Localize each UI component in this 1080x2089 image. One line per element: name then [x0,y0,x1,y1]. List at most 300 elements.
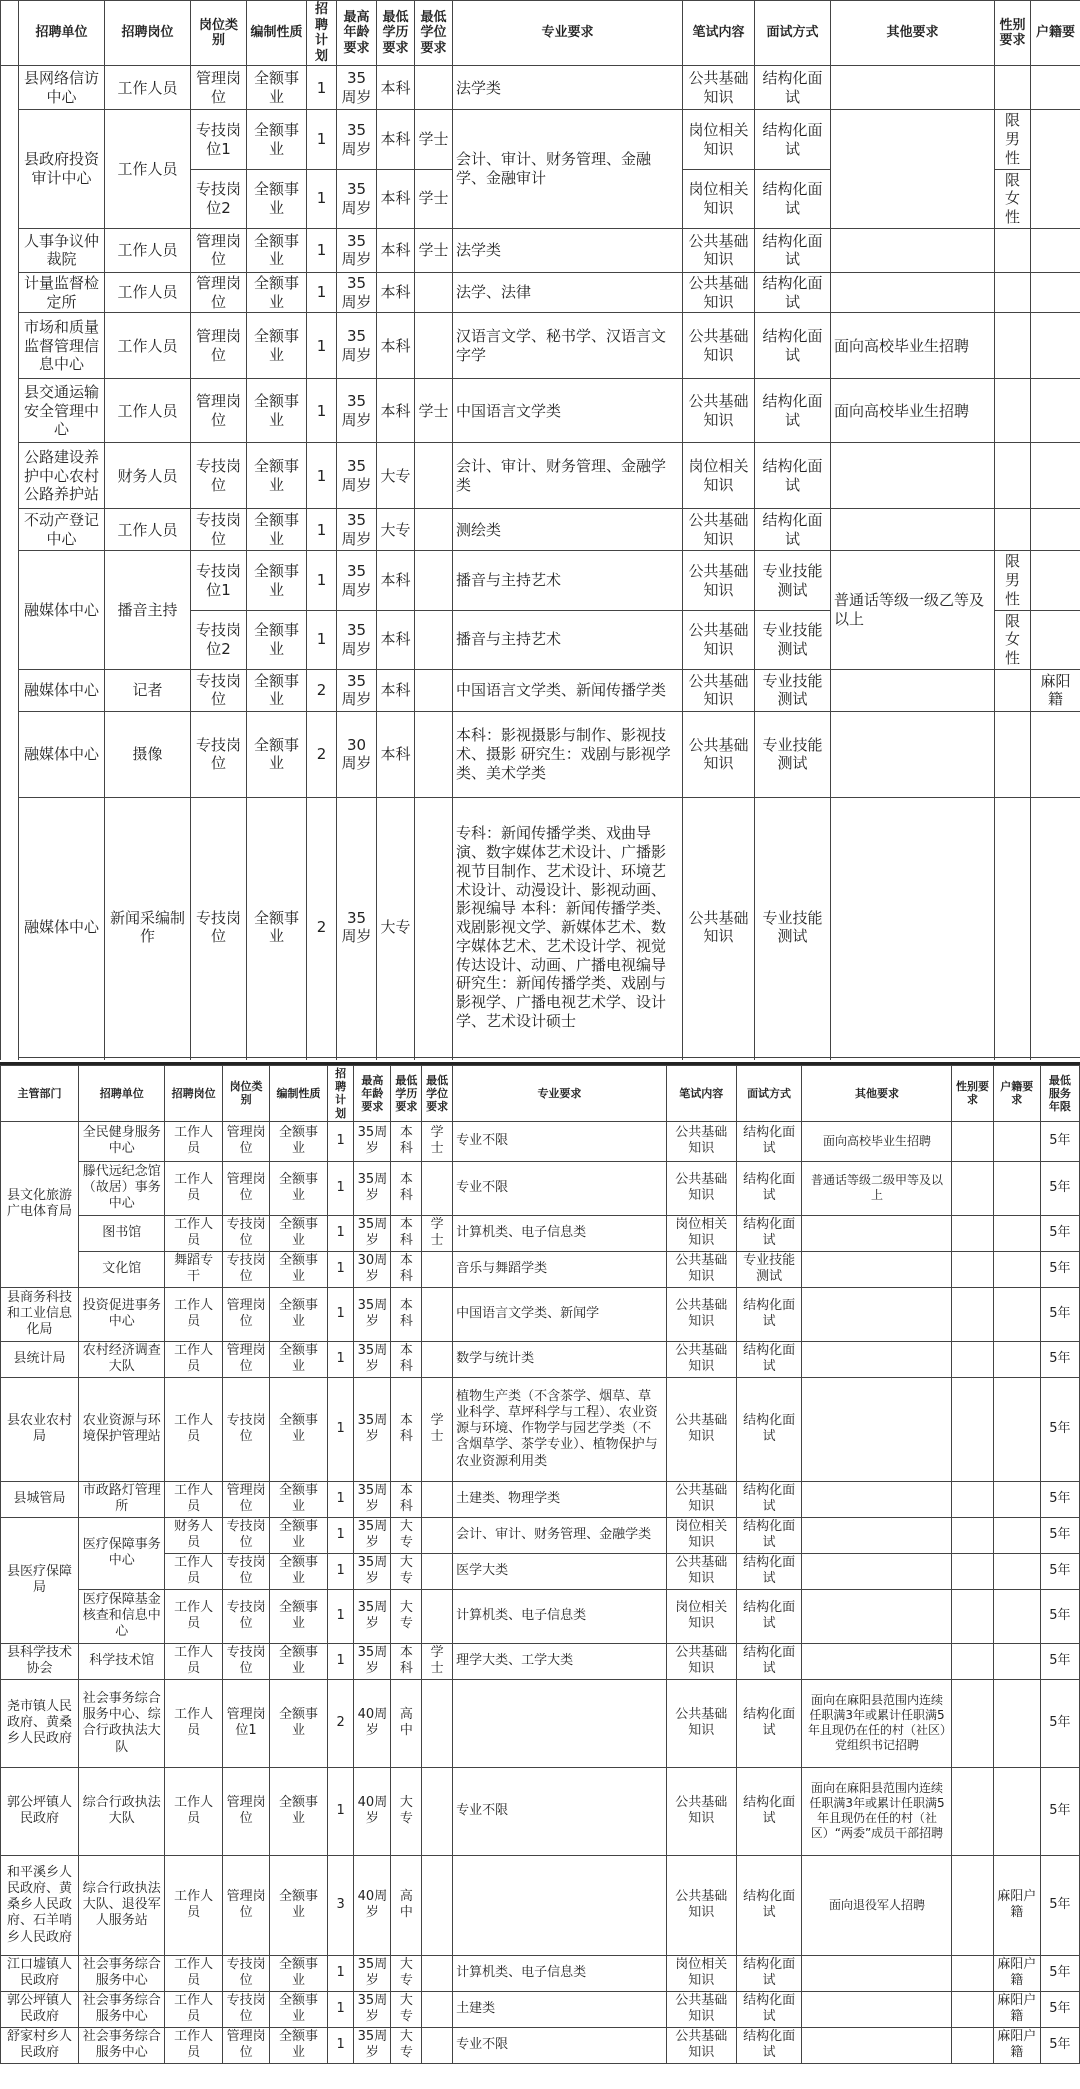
unit-cell: 市政路灯管理所 [79,1481,165,1517]
age-cell: 35周岁 [354,1215,391,1251]
age-cell: 35周岁 [337,66,377,110]
department-cell: 县科学技术协会 [1,1643,79,1679]
service-years-cell: 5年 [1040,1377,1079,1481]
post-cell: 播音主持 [105,551,191,670]
plan-cell: 1 [327,1991,354,2027]
plan-cell: 1 [327,1121,354,1161]
plan-cell: 1 [327,1377,354,1481]
table-row [1,1955,1080,1991]
nature-cell: 全额事业 [270,1589,328,1643]
header-nature: 编制性质 [247,1,307,66]
hukou-cell [1031,443,1080,509]
sex-cell [995,313,1031,379]
unit-cell: 投资促进事务中心 [79,1287,165,1341]
other-cell: 普通话等级二级甲等及以上 [802,1161,952,1215]
degree-cell [422,1481,453,1517]
exam-cell: 公共基础知识 [666,1251,736,1287]
header-degree: 最低学位要求 [415,1,453,66]
post-cell: 工作人员 [165,1855,223,1955]
table-row [1,1481,1080,1517]
unit-cell: 图书馆 [79,1215,165,1251]
header-service-years: 最低服务年限 [1040,1066,1079,1122]
nature-cell: 全额事业 [270,1481,328,1517]
unit-cell: 科学技术馆 [79,1643,165,1679]
degree-cell [415,509,453,551]
plan-cell: 2 [327,1679,354,1767]
other-cell [802,1553,952,1589]
major-cell [453,1855,667,1955]
education-cell: 本科 [391,1643,422,1679]
interview-cell: 结构化面试 [755,379,831,443]
sex-cell [952,1251,993,1287]
major-cell: 理学大类、工学大类 [453,1643,667,1679]
sex-cell: 限女性 [995,610,1031,669]
interview-cell: 结构化面试 [736,1991,802,2027]
education-cell: 本科 [391,1287,422,1341]
degree-cell [415,1057,453,1060]
education-cell [377,1057,415,1060]
nature-cell: 全额事业 [270,1955,328,1991]
interview-cell: 结构化面试 [736,1341,802,1377]
table-header-row [1,1,1080,66]
degree-cell [422,1341,453,1377]
post-cell: 工作人员 [165,2027,223,2063]
header-major: 专业要求 [453,1066,667,1122]
exam-cell [683,1057,755,1060]
table-row [1,1287,1080,1341]
sex-cell [952,1679,993,1767]
sex-cell [952,1161,993,1215]
unit-cell: 医疗保障基金核查和信息中心 [79,1589,165,1643]
category-cell [191,1057,247,1060]
age-cell: 35周岁 [354,1377,391,1481]
nature-cell: 全额事业 [270,1679,328,1767]
hukou-cell: 麻阳户籍 [993,2027,1040,2063]
hukou-cell [993,1215,1040,1251]
age-cell: 30周岁 [337,711,377,797]
hukou-cell [1031,313,1080,379]
post-cell: 工作人员 [165,1121,223,1161]
plan-cell: 1 [307,610,337,669]
header-category: 岗位类别 [191,1,247,66]
post-cell: 工作人员 [165,1589,223,1643]
plan-cell: 1 [327,1553,354,1589]
sex-cell [995,272,1031,313]
sex-cell: 限女性 [995,169,1031,228]
exam-cell: 公共基础知识 [683,509,755,551]
service-years-cell: 5年 [1040,1643,1079,1679]
interview-cell: 结构化面试 [736,1855,802,1955]
exam-cell: 公共基础知识 [683,610,755,669]
degree-cell [415,669,453,711]
age-cell: 35周岁 [354,1341,391,1377]
nature-cell: 全额事业 [247,610,307,669]
table-row [1,379,1080,443]
exam-cell: 公共基础知识 [666,1643,736,1679]
other-cell [802,1643,952,1679]
unit-cell: 公路建设养护中心农村公路养护站 [19,443,105,509]
table-row [1,1341,1080,1377]
table-row [1,509,1080,551]
education-cell: 大专 [377,509,415,551]
post-cell: 工作人员 [165,1341,223,1377]
sex-cell [952,1955,993,1991]
age-cell: 40周岁 [354,1767,391,1855]
degree-cell [415,272,453,313]
other-cell [802,1517,952,1553]
header-plan: 招聘计划 [307,1,337,66]
header-other: 其他要求 [802,1066,952,1122]
nature-cell: 全额事业 [270,1251,328,1287]
category-cell: 管理岗位 [191,379,247,443]
service-years-cell: 5年 [1040,1589,1079,1643]
nature-cell: 全额事业 [270,1287,328,1341]
table-row [1,551,1080,610]
category-cell: 专技岗位 [191,797,247,1057]
exam-cell: 岗位相关知识 [683,169,755,228]
interview-cell: 结构化面试 [736,1955,802,1991]
unit-cell: 社会事务综合服务中心 [79,1991,165,2027]
plan-cell: 1 [307,379,337,443]
age-cell: 35周岁 [354,1121,391,1161]
hukou-cell [993,1517,1040,1553]
other-cell [802,1589,952,1643]
plan-cell: 2 [307,711,337,797]
unit-cell: 农业资源与环境保护管理站 [79,1377,165,1481]
interview-cell: 结构化面试 [755,443,831,509]
service-years-cell: 5年 [1040,1341,1079,1377]
interview-cell: 结构化面试 [755,169,831,228]
education-cell: 本科 [391,1377,422,1481]
exam-cell: 公共基础知识 [666,1767,736,1855]
other-cell [802,1955,952,1991]
hukou-cell [993,1121,1040,1161]
hukou-cell [1031,272,1080,313]
education-cell: 本科 [377,228,415,272]
other-cell [831,110,995,229]
plan-cell: 1 [307,551,337,610]
header-department: 主管部门 [1,1066,79,1122]
header-interview: 面试方式 [736,1066,802,1122]
exam-cell: 岗位相关知识 [666,1589,736,1643]
age-cell: 40周岁 [354,1855,391,1955]
exam-cell: 公共基础知识 [666,1377,736,1481]
degree-cell: 学士 [422,1215,453,1251]
sex-cell [952,1341,993,1377]
exam-cell: 公共基础知识 [666,1121,736,1161]
age-cell: 35周岁 [337,443,377,509]
education-cell: 高中 [391,1679,422,1767]
degree-cell: 学士 [422,1643,453,1679]
category-cell: 专技岗位2 [191,610,247,669]
education-cell: 本科 [377,272,415,313]
department-cell: 郭公坪镇人民政府 [1,1991,79,2027]
age-cell: 35周岁 [337,669,377,711]
unit-cell: 综合行政执法大队 [79,1767,165,1855]
nature-cell: 全额事业 [247,228,307,272]
hukou-cell [993,1377,1040,1481]
major-cell: 专科：新闻传播学类、戏曲导演、数字媒体艺术设计、广播影视节目制作、艺术设计、环境艺术设计、动漫设计、影视动画、影视编导 本科：新闻传播学类、戏剧影视文学、新媒体艺术、数字媒体艺术、艺术设计学、视觉传达设计、动画、广播电视编导 研究生：新闻传播学类、戏剧与影视学、广播电视艺术学、设计学、艺术设计硕士 [453,797,683,1057]
hukou-cell [1031,1057,1080,1060]
sex-cell [952,1121,993,1161]
plan-cell: 1 [327,1955,354,1991]
nature-cell: 全额事业 [247,669,307,711]
category-cell: 专技岗位1 [191,551,247,610]
major-cell: 专业不限 [453,1767,667,1855]
hukou-cell [993,1161,1040,1215]
sex-cell [995,228,1031,272]
major-cell: 植物生产类（不含茶学、烟草、草业科学、草坪科学与工程）、农业资源与环境、作物学与园艺学类（不含烟草学、茶学专业）、植物保护与农业资源利用类 [453,1377,667,1481]
table-row [1,1991,1080,2027]
other-cell: 面向高校毕业生招聘 [831,313,995,379]
other-cell [831,443,995,509]
post-cell: 工作人员 [105,66,191,110]
interview-cell: 结构化面试 [755,272,831,313]
age-cell: 35周岁 [354,1481,391,1517]
major-cell: 法学、法律 [453,272,683,313]
header-age: 最高年龄要求 [354,1066,391,1122]
education-cell: 本科 [391,1251,422,1287]
major-cell: 计算机类、电子信息类 [453,1589,667,1643]
category-cell: 管理岗位 [191,313,247,379]
interview-cell: 结构化面试 [736,1287,802,1341]
degree-cell [422,1767,453,1855]
header-age: 最高年龄要求 [337,1,377,66]
age-cell: 40周岁 [354,1679,391,1767]
sex-cell [995,669,1031,711]
sex-cell [952,1855,993,1955]
left-edge-cell [1,1,19,66]
table-row [1,2027,1080,2063]
sex-cell [995,1057,1031,1060]
plan-cell: 1 [307,272,337,313]
sex-cell [952,1377,993,1481]
category-cell: 专技岗位 [222,1377,269,1481]
table-row [1,1377,1080,1481]
plan-cell: 1 [327,1517,354,1553]
header-category: 岗位类别 [222,1066,269,1122]
nature-cell: 全额事业 [270,1643,328,1679]
service-years-cell: 5年 [1040,1161,1079,1215]
table-row [1,1679,1080,1767]
department-cell: 县农业农村局 [1,1377,79,1481]
header-hukou: 户籍要求 [993,1066,1040,1122]
degree-cell [422,1955,453,1991]
post-cell: 工作人员 [105,228,191,272]
major-cell: 法学类 [453,66,683,110]
major-cell: 土建类、物理学类 [453,1481,667,1517]
post-cell: 财务人员 [165,1517,223,1553]
exam-cell: 公共基础知识 [666,1287,736,1341]
major-cell: 医学大类 [453,1553,667,1589]
education-cell: 本科 [377,551,415,610]
other-cell: 面向在麻阳县范围内连续任职满3年或累计任职满5年且现仍在任的村（社区）“两委”成员干部招聘 [802,1767,952,1855]
interview-cell: 结构化面试 [736,1767,802,1855]
service-years-cell: 5年 [1040,1991,1079,2027]
plan-cell: 2 [307,669,337,711]
post-cell: 工作人员 [105,313,191,379]
post-cell: 工作人员 [165,1481,223,1517]
service-years-cell: 5年 [1040,1215,1079,1251]
sex-cell [995,66,1031,110]
interview-cell: 结构化面试 [736,1121,802,1161]
nature-cell: 全额事业 [247,169,307,228]
education-cell: 大专 [391,1767,422,1855]
exam-cell: 公共基础知识 [683,551,755,610]
header-plan: 招聘计划 [327,1066,354,1122]
major-cell: 计算机类、电子信息类 [453,1955,667,1991]
post-cell: 工作人员 [165,1679,223,1767]
degree-cell [422,2027,453,2063]
department-cell: 舒家村乡人民政府 [1,2027,79,2063]
category-cell: 专技岗位 [191,669,247,711]
hukou-cell [1031,66,1080,110]
nature-cell: 全额事业 [270,1215,328,1251]
table-row [1,66,1080,110]
degree-cell: 学士 [415,169,453,228]
hukou-cell: 麻阳籍 [1031,669,1080,711]
age-cell: 30周岁 [354,1251,391,1287]
hukou-cell [993,1251,1040,1287]
major-cell: 会计、审计、财务管理、金融学类 [453,1517,667,1553]
department-cell: 县文化旅游广电体育局 [1,1121,79,1287]
unit-cell: 社会事务综合服务中心 [79,2027,165,2063]
exam-cell: 公共基础知识 [666,1161,736,1215]
nature-cell: 全额事业 [270,1341,328,1377]
interview-cell: 结构化面试 [736,1553,802,1589]
exam-cell: 公共基础知识 [666,1553,736,1589]
interview-cell: 结构化面试 [755,509,831,551]
education-cell: 大专 [377,443,415,509]
education-cell: 本科 [377,610,415,669]
exam-cell: 公共基础知识 [683,797,755,1057]
education-cell: 本科 [377,110,415,169]
other-cell: 面向退役军人招聘 [802,1855,952,1955]
table-row [1,1517,1080,1553]
other-cell [831,1057,995,1060]
interview-cell: 专业技能测试 [755,797,831,1057]
interview-cell: 结构化面试 [736,1215,802,1251]
interview-cell: 结构化面试 [736,1517,802,1553]
interview-cell: 专业技能测试 [755,669,831,711]
category-cell: 专技岗位1 [191,110,247,169]
post-cell: 工作人员 [105,272,191,313]
age-cell: 35周岁 [337,272,377,313]
sex-cell [995,379,1031,443]
education-cell: 本科 [377,711,415,797]
header-hukou: 户籍要 [1031,1,1080,66]
education-cell: 大专 [391,1553,422,1589]
plan-cell: 1 [307,66,337,110]
department-cell: 县医疗保障局 [1,1517,79,1643]
table-row [1,1643,1080,1679]
hukou-cell [1031,228,1080,272]
nature-cell: 全额事业 [247,551,307,610]
other-cell [802,2027,952,2063]
exam-cell: 岗位相关知识 [666,1215,736,1251]
exam-cell: 公共基础知识 [666,2027,736,2063]
degree-cell [422,1287,453,1341]
plan-cell: 1 [327,1767,354,1855]
service-years-cell: 5年 [1040,1855,1079,1955]
nature-cell: 全额事业 [270,1161,328,1215]
table-row [1,1855,1080,1955]
interview-cell: 专业技能测试 [755,610,831,669]
department-cell: 郭公坪镇人民政府 [1,1767,79,1855]
education-cell: 大专 [391,1589,422,1643]
major-cell: 数学与统计类 [453,1341,667,1377]
unit-cell: 社会事务综合服务中心、综合行政执法大队 [79,1679,165,1767]
plan-cell: 3 [327,1855,354,1955]
unit-cell: 综合行政执法大队、退役军人服务站 [79,1855,165,1955]
other-cell [831,228,995,272]
table-row [1,797,1080,1057]
category-cell: 管理岗位 [222,1767,269,1855]
interview-cell: 专业技能测试 [755,551,831,610]
post-cell: 新闻采编制作 [105,797,191,1057]
category-cell: 管理岗位 [222,1855,269,1955]
post-cell: 工作人员 [165,1215,223,1251]
hukou-cell [993,1767,1040,1855]
sex-cell [952,1215,993,1251]
degree-cell [422,1589,453,1643]
education-cell: 本科 [377,313,415,379]
plan-cell: 1 [327,1643,354,1679]
exam-cell: 公共基础知识 [666,1855,736,1955]
degree-cell: 学士 [415,228,453,272]
nature-cell: 全额事业 [247,272,307,313]
plan-cell [307,1057,337,1060]
plan-cell: 1 [327,1251,354,1287]
education-cell: 本科 [377,669,415,711]
hukou-cell [993,1589,1040,1643]
age-cell: 35周岁 [337,797,377,1057]
age-cell: 35周岁 [354,1553,391,1589]
exam-cell: 公共基础知识 [666,1481,736,1517]
department-cell: 尧市镇人民政府、黄桑乡人民政府 [1,1679,79,1767]
exam-cell: 公共基础知识 [666,1991,736,2027]
education-cell: 大专 [391,1517,422,1553]
nature-cell: 全额事业 [247,711,307,797]
hukou-cell [1031,509,1080,551]
hukou-cell [993,1341,1040,1377]
unit-cell: 融媒体中心 [19,797,105,1057]
age-cell: 35周岁 [354,2027,391,2063]
header-major: 专业要求 [453,1,683,66]
header-unit: 招聘单位 [79,1066,165,1122]
table-2 [0,1065,1080,2064]
hukou-cell [993,1287,1040,1341]
table-row [1,272,1080,313]
education-cell: 大专 [377,797,415,1057]
table-row [1,110,1080,169]
nature-cell: 全额事业 [270,1517,328,1553]
age-cell: 35周岁 [354,1161,391,1215]
nature-cell: 全额事业 [270,1767,328,1855]
age-cell: 35周岁 [337,551,377,610]
education-cell: 本科 [391,1341,422,1377]
category-cell: 管理岗位 [191,66,247,110]
exam-cell: 公共基础知识 [683,272,755,313]
post-cell: 工作人员 [165,1553,223,1589]
post-cell: 舞蹈专干 [165,1251,223,1287]
major-cell: 中国语言文学类、新闻传播学类 [453,669,683,711]
major-cell: 音乐与舞蹈学类 [453,1251,667,1287]
header-post: 招聘岗位 [165,1066,223,1122]
plan-cell: 1 [327,1161,354,1215]
exam-cell: 公共基础知识 [683,313,755,379]
department-cell: 县城管局 [1,1481,79,1517]
